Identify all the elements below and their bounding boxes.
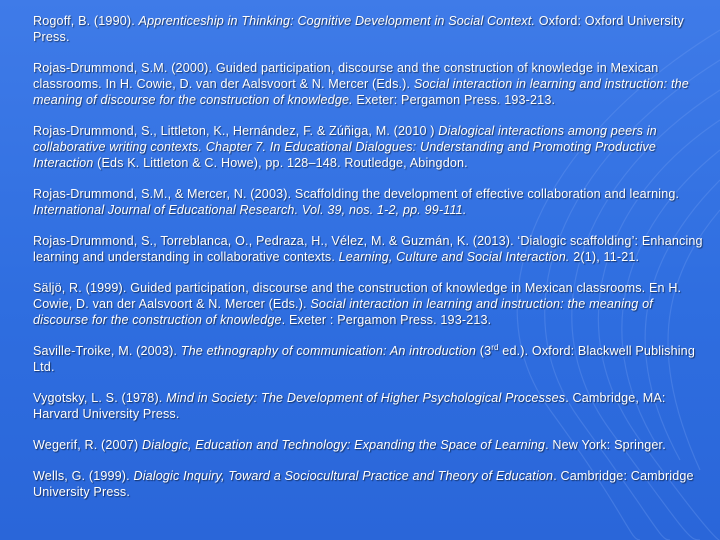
reference-entry xyxy=(33,13,703,45)
reference-title-text: The ethnography of communication: An introduction xyxy=(180,344,477,358)
reference-title-text: International Journal of Educational Research. Vol. 39, nos. 1-2, pp. 99-111. xyxy=(33,203,467,217)
reference-title-text: Mind in Society: The Development of Higher Psychological Processes xyxy=(166,391,566,405)
reference-text: Exeter: Pergamon Press. 193-213. xyxy=(352,93,556,107)
reference-text: 2(1), 11-21. xyxy=(569,250,640,264)
reference-title-text: Dialogical interactions among peers in collaborative writing contexts. Chapter 7. In Educational Dialogues: Understanding and Promoting Productive Interaction xyxy=(33,124,657,170)
reference-text: . Cambridge: Cambridge University Press. xyxy=(33,469,694,499)
reference-entry xyxy=(33,343,703,375)
reference-text: Wells, G. (1999). xyxy=(33,469,134,483)
reference-text: (3 xyxy=(476,344,492,358)
reference-text: Rojas-Drummond, S.M. (2000). Guided participation, discourse and the construction of knowledge in Mexican classrooms. In H. Cowie, D. van der Aalsvoort & N. Mercer (Eds.). xyxy=(33,61,659,91)
reference-entry xyxy=(33,437,703,453)
reference-entry xyxy=(33,468,703,500)
reference-text: . Exeter : Pergamon Press. 193-213. xyxy=(281,313,492,327)
reference-text: ed.). Oxford: Blackwell Publishing Ltd. xyxy=(33,344,695,374)
reference-text: Oxford: Oxford University Press. xyxy=(33,14,684,44)
reference-text: rd xyxy=(491,342,499,352)
reference-entry xyxy=(33,123,703,171)
reference-text: Vygotsky, L. S. (1978). xyxy=(33,391,167,405)
reference-text: Rojas-Drummond, S., Torreblanca, O., Pedraza, H., Vélez, M. & Guzmán, K. (2013). ‘Dialogic scaffolding’: Enhancing learning and understanding in collaborative contexts. xyxy=(33,234,703,264)
reference-text: Wegerif, R. (2007) xyxy=(33,438,143,452)
reference-entry xyxy=(33,233,703,265)
reference-title-text: Learning, Culture and Social Interaction. xyxy=(338,250,570,264)
reference-title-text: Dialogic Inquiry, Toward a Sociocultural Practice and Theory of Education xyxy=(133,469,554,483)
reference-title-text: Apprenticeship in Thinking: Cognitive Development in Social Context. xyxy=(138,14,536,28)
reference-list xyxy=(33,13,703,500)
reference-title-text: Social interaction in learning and instruction: the meaning of discourse for the construction of knowledge xyxy=(33,297,653,327)
reference-text: Rojas-Drummond, S.M., & Mercer, N. (2003). Scaffolding the development of effective collaboration and learning. xyxy=(33,187,680,201)
reference-title-text: Dialogic, Education and Technology: Expanding the Space of Learning xyxy=(142,438,546,452)
reference-text: Rogoff, B. (1990). xyxy=(33,14,139,28)
reference-entry xyxy=(33,186,703,218)
reference-text: (Eds K. Littleton & C. Howe), pp. 128–148. Routledge, Abingdon. xyxy=(93,156,468,170)
reference-entry xyxy=(33,390,703,422)
reference-entry xyxy=(33,60,703,108)
reference-text: Saville-Troike, M. (2003). xyxy=(33,344,181,358)
reference-text: . Cambridge, MA: Harvard University Press. xyxy=(33,391,666,421)
reference-title-text: Social interaction in learning and instruction: the meaning of discourse for the construction of knowledge. xyxy=(33,77,689,107)
reference-text: Säljö, R. (1999). Guided participation, discourse and the construction of knowledge in Mexican classrooms. En H. Cowie, D. van der Aalsvoort & N. Mercer (Eds.). xyxy=(33,281,682,311)
reference-entry xyxy=(33,280,703,328)
reference-text: Rojas-Drummond, S., Littleton, K., Hernández, F. & Zúñiga, M. (2010 ) xyxy=(33,124,439,138)
reference-text: . New York: Springer. xyxy=(545,438,666,452)
